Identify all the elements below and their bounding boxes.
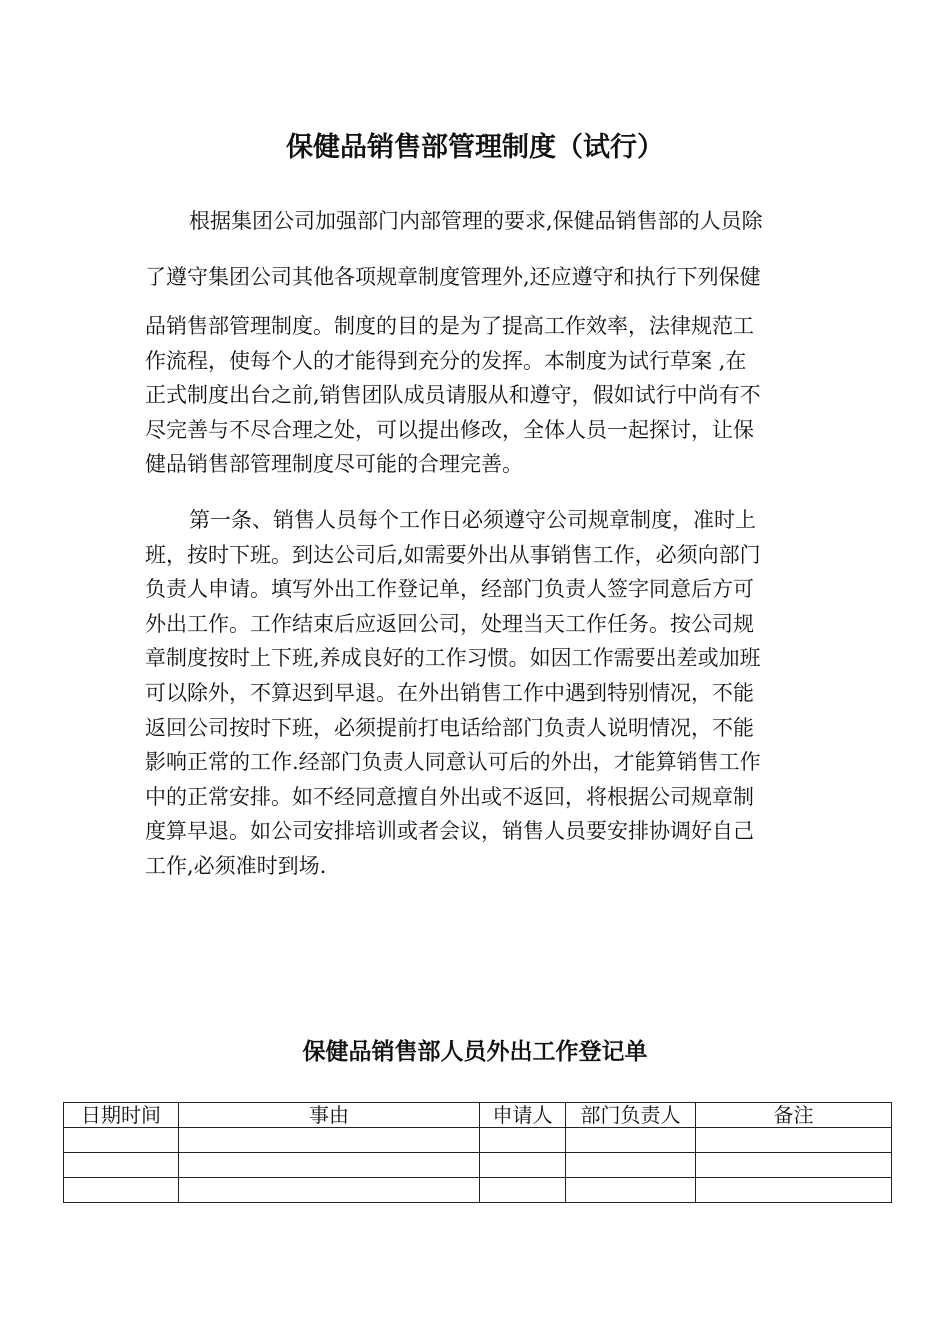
intro-line-1: 根据集团公司加强部门内部管理的要求,保健品销售部的人员除 [189, 209, 763, 233]
header-datetime: 日期时间 [64, 1103, 179, 1128]
text-line: 作流程，使每个人的才能得到充分的发挥。本制度为试行草案 ,在 [145, 348, 747, 373]
text-line: 影响正常的工作.经部门负责人同意认可后的外出，才能算销售工作 [145, 750, 761, 775]
table-cell[interactable] [566, 1153, 696, 1178]
table-cell[interactable] [566, 1128, 696, 1153]
header-remarks: 备注 [696, 1103, 892, 1128]
document-title: 保健品销售部管理制度（试行） [286, 132, 664, 163]
text-line: 尽完善与不尽合理之处，可以提出修改，全体人员一起探讨，让保 [145, 417, 754, 442]
form-title: 保健品销售部人员外出工作登记单 [302, 1039, 648, 1065]
table-row [64, 1128, 892, 1153]
table-cell[interactable] [179, 1153, 480, 1178]
text-line: 工作,必须准时到场. [145, 853, 327, 878]
text-line: 中的正常安排。如不经同意擅自外出或不返回，将根据公司规章制 [145, 784, 754, 809]
table-cell[interactable] [64, 1128, 179, 1153]
table-cell[interactable] [480, 1128, 566, 1153]
table-cell[interactable] [64, 1153, 179, 1178]
text-line: 可以除外，不算迟到早退。在外出销售工作中遇到特别情况，不能 [145, 680, 754, 705]
table-cell[interactable] [566, 1178, 696, 1203]
header-reason: 事由 [179, 1103, 480, 1128]
article-1-paragraph [145, 503, 810, 884]
table-cell[interactable] [179, 1128, 480, 1153]
text-line: 健品销售部管理制度尽可能的合理完善。 [145, 452, 523, 477]
text-line: 度算早退。如公司安排培训或者会议，销售人员要安排协调好自己 [145, 819, 754, 844]
text-line: 正式制度出台之前,销售团队成员请服从和遵守，假如试行中尚有不 [145, 383, 761, 408]
text-line: 负责人申请。填写外出工作登记单，经部门负责人签字同意后方可 [145, 577, 754, 602]
table-cell[interactable] [64, 1178, 179, 1203]
text-line: 班，按时下班。到达公司后,如需要外出从事销售工作，必须向部门 [145, 542, 761, 567]
header-department-head: 部门负责人 [566, 1103, 696, 1128]
table-cell[interactable] [696, 1178, 892, 1203]
intro-paragraph-continued [145, 309, 810, 482]
intro-line-2: 了遵守集团公司其他各项规章制度管理外,还应遵守和执行下列保健 [145, 265, 761, 289]
text-line: 外出工作。工作结束后应返回公司，处理当天工作任务。按公司规 [145, 611, 754, 636]
table-cell[interactable] [480, 1178, 566, 1203]
registration-form-table [63, 1102, 892, 1203]
text-line: 品销售部管理制度。制度的目的是为了提高工作效率，法律规范工 [145, 314, 754, 338]
table-header-row [64, 1103, 892, 1128]
table-cell[interactable] [696, 1153, 892, 1178]
text-line: 第一条、销售人员每个工作日必须遵守公司规章制度，准时上 [189, 508, 756, 532]
table-cell[interactable] [179, 1178, 480, 1203]
table-row [64, 1153, 892, 1178]
table-cell[interactable] [480, 1153, 566, 1178]
header-applicant: 申请人 [480, 1103, 566, 1128]
text-line: 返回公司按时下班，必须提前打电话给部门负责人说明情况，不能 [145, 715, 754, 740]
table-cell[interactable] [696, 1128, 892, 1153]
table-row [64, 1178, 892, 1203]
text-line: 章制度按时上下班,养成良好的工作习惯。如因工作需要出差或加班 [145, 646, 761, 671]
